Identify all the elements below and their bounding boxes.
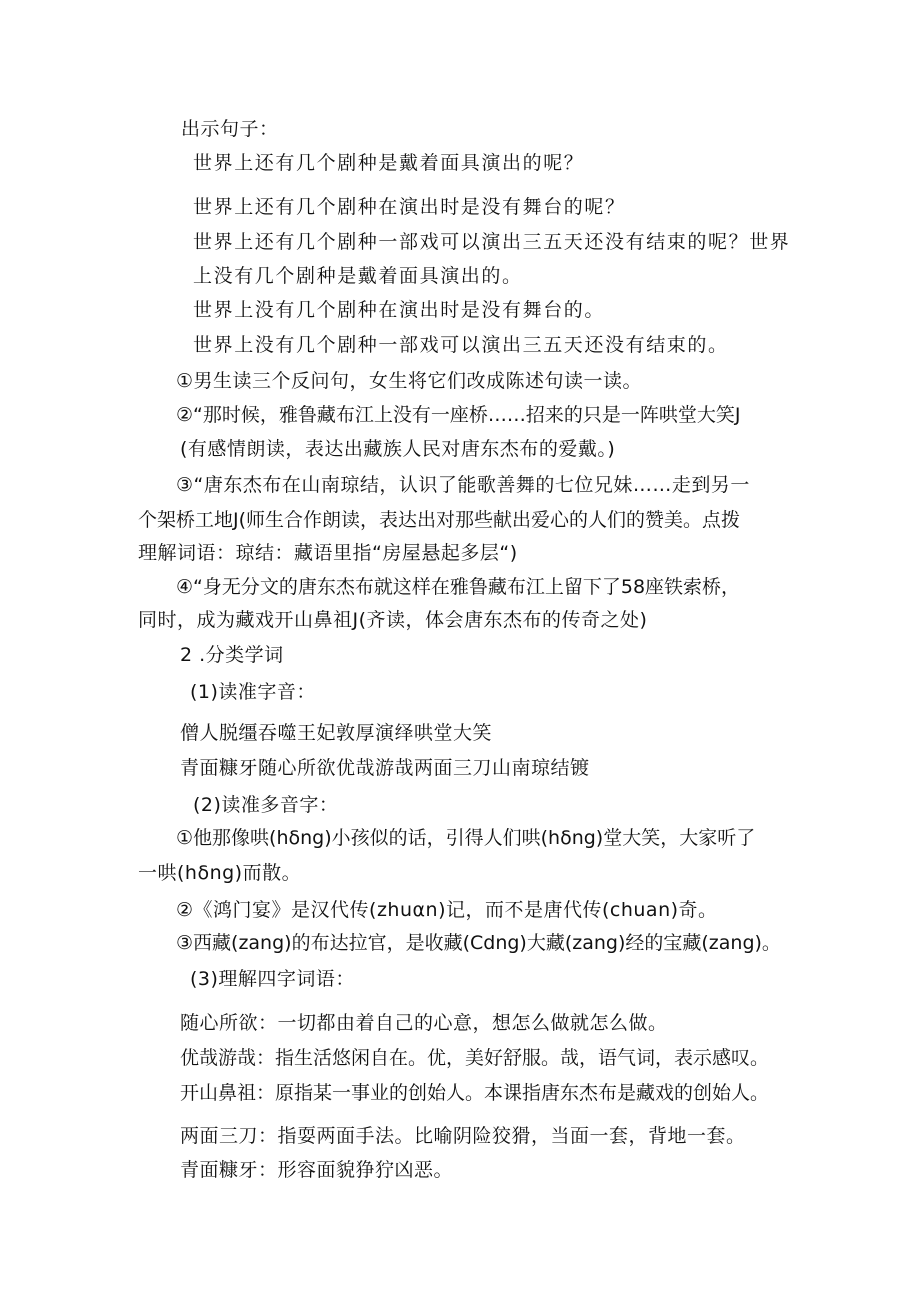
polyphone-item: 一哄(hδng)而散。 (138, 862, 302, 884)
question-line: 世界上还有几个剧种一部戏可以演出三五天还没有结束的呢？世界 (193, 231, 791, 253)
reading-step: ④“身无分文的唐东杰布就这样在雅鲁藏布江上留下了58座铁索桥， (176, 576, 741, 598)
subsection-title: (3)理解四字词语： (190, 968, 355, 990)
subsection-title: (1)读准字音： (190, 681, 316, 703)
reading-step: 个架桥工地J(师生合作朗读，表达出对那些献出爱心的人们的赞美。点拨 (138, 509, 741, 531)
reading-step: ①男生读三个反问句，女生将它们改成陈述句读一读。 (176, 370, 643, 392)
section-title: 2 .分类学词 (180, 644, 284, 666)
statement-line: 世界上没有几个剧种在演出时是没有舞台的。 (193, 299, 606, 321)
definition-line: 两面三刀：指耍两面手法。比喻阴险狡猾，当面一套，背地一套。 (180, 1125, 746, 1147)
definition-line: 优哉游哉：指生活悠闲自在。优，美好舒服。哉，语气词，表示感叹。 (180, 1047, 770, 1069)
subsection-title: (2)读准多音字： (193, 794, 339, 816)
word-list: 僧人脱缰吞噬王妃敦厚演绎哄堂大笑 (180, 722, 493, 744)
question-line: 世界上还有几个剧种在演出时是没有舞台的呢？ (193, 196, 626, 218)
reading-step: 理解词语：琼结：藏语里指“房屋悬起多层“) (138, 542, 518, 564)
reading-step: ③“唐东杰布在山南琼结，认识了能歌善舞的七位兄妹……走到另一 (176, 474, 750, 496)
reading-step: (有感情朗读，表达出藏族人民对唐东杰布的爱戴。) (180, 438, 616, 460)
polyphone-item: ②《鸿门宴》是汉代传(zhuαn)记，而不是唐代传(chuan)奇。 (176, 899, 718, 921)
definition-line: 随心所欲：一切都由着自己的心意，想怎么做就怎么做。 (180, 1012, 668, 1034)
word-list: 青面糠牙随心所欲优哉游哉两面三刀山南琼结镀 (180, 757, 590, 779)
question-line: 世界上还有几个剧种是戴着面具演出的呢？ (193, 152, 585, 174)
statement-line: 上没有几个剧种是戴着面具演出的。 (193, 265, 523, 287)
intro-label: 出示句子： (181, 118, 279, 140)
reading-step: 同时，成为藏戏开山鼻祖J(齐读，体会唐东杰布的传奇之处) (138, 609, 648, 631)
polyphone-item: ①他那像哄(hδng)小孩似的话，引得人们哄(hδng)堂大笑，大家听了 (176, 827, 756, 849)
definition-line: 青面糠牙：形容面貌狰狞凶恶。 (180, 1159, 454, 1181)
definition-line: 开山鼻祖：原指某一事业的创始人。本课指唐东杰布是藏戏的创始人。 (180, 1082, 770, 1104)
reading-step: ②“那时候，雅鲁藏布江上没有一座桥……招来的只是一阵哄堂大笑J (176, 404, 741, 426)
polyphone-item: ③西藏(zang)的布达拉官，是收藏(Cdng)大藏(zang)经的宝藏(zang)。 (176, 932, 781, 954)
statement-line: 世界上没有几个剧种一部戏可以演出三五天还没有结束的。 (193, 334, 729, 356)
